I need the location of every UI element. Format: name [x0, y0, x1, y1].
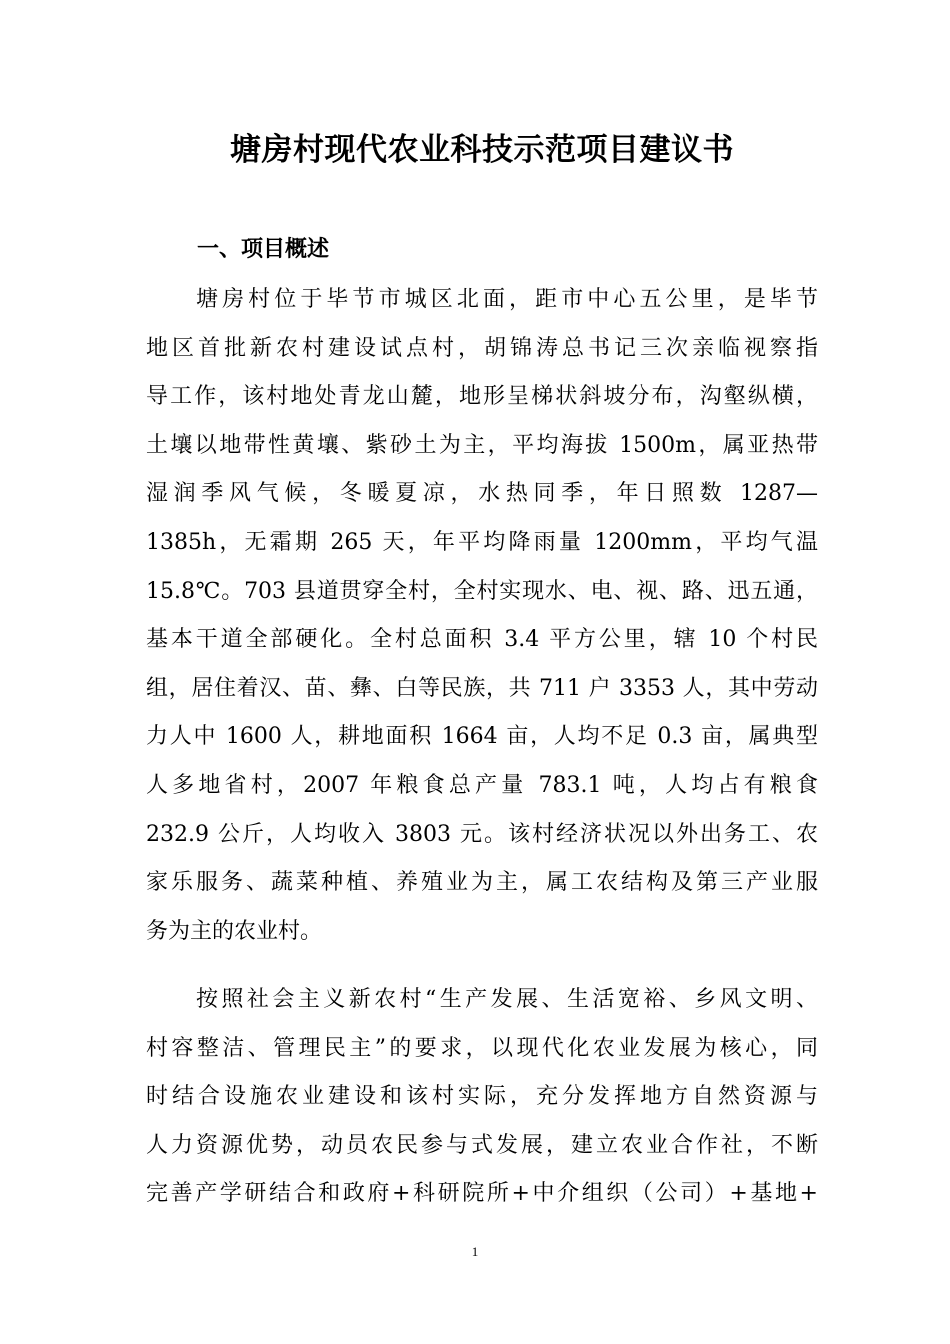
text-line: 村容整洁、管理民主”的要求，以现代化农业发展为核心，同 — [146, 1035, 818, 1061]
text-line: 组，居住着汉、苗、彝、白等民族，共 711 户 3353 人，其中劳动 — [146, 675, 818, 701]
paragraph-requirements — [146, 976, 818, 1219]
section-heading: 一、项目概述 — [197, 237, 330, 262]
text-line: 塘房村位于毕节市城区北面，距市中心五公里，是毕节 — [196, 287, 818, 312]
text-line: 家乐服务、蔬菜种植、养殖业为主，属工农结构及第三产业服 — [146, 870, 818, 896]
text-line: 按照社会主义新农村“生产发展、生活宽裕、乡风文明、 — [196, 987, 818, 1012]
text-line: 土壤以地带性黄壤、紫砂土为主，平均海拔 1500m，属亚热带 — [146, 432, 818, 458]
text-line: 地区首批新农村建设试点村，胡锦涛总书记三次亲临视察指 — [146, 335, 818, 361]
text-line: 务为主的农业村。 — [146, 918, 323, 944]
paragraph-overview — [146, 276, 818, 956]
page-number: 1 — [471, 1244, 479, 1259]
text-line: 人力资源优势，动员农民参与式发展，建立农业合作社，不断 — [146, 1132, 818, 1158]
text-line: 基本干道全部硬化。全村总面积 3.4 平方公里，辖 10 个村民 — [146, 627, 818, 653]
text-line: 导工作，该村地处青龙山麓，地形呈梯状斜坡分布，沟壑纵横， — [146, 384, 818, 410]
text-line: 完善产学研结合和政府+科研院所+中介组织（公司）+基地+ — [146, 1181, 818, 1207]
text-line: 人多地省村，2007 年粮食总产量 783.1 吨，人均占有粮食 — [146, 772, 818, 798]
text-line: 力人中 1600 人，耕地面积 1664 亩，人均不足 0.3 亩，属典型 — [146, 724, 818, 750]
text-line: 232.9 公斤，人均收入 3803 元。该村经济状况以外出务工、农 — [146, 821, 818, 847]
text-line: 1385h，无霜期 265 天，年平均降雨量 1200mm，平均气温 — [146, 529, 818, 555]
text-line: 时结合设施农业建设和该村实际，充分发挥地方自然资源与 — [146, 1084, 818, 1110]
document-title: 塘房村现代农业科技示范项目建议书 — [230, 132, 734, 168]
text-line: 湿润季风气候，冬暖夏凉，水热同季，年日照数 1287— — [146, 481, 818, 507]
text-line: 15.8℃。703 县道贯穿全村，全村实现水、电、视、路、迅五通， — [146, 578, 818, 604]
